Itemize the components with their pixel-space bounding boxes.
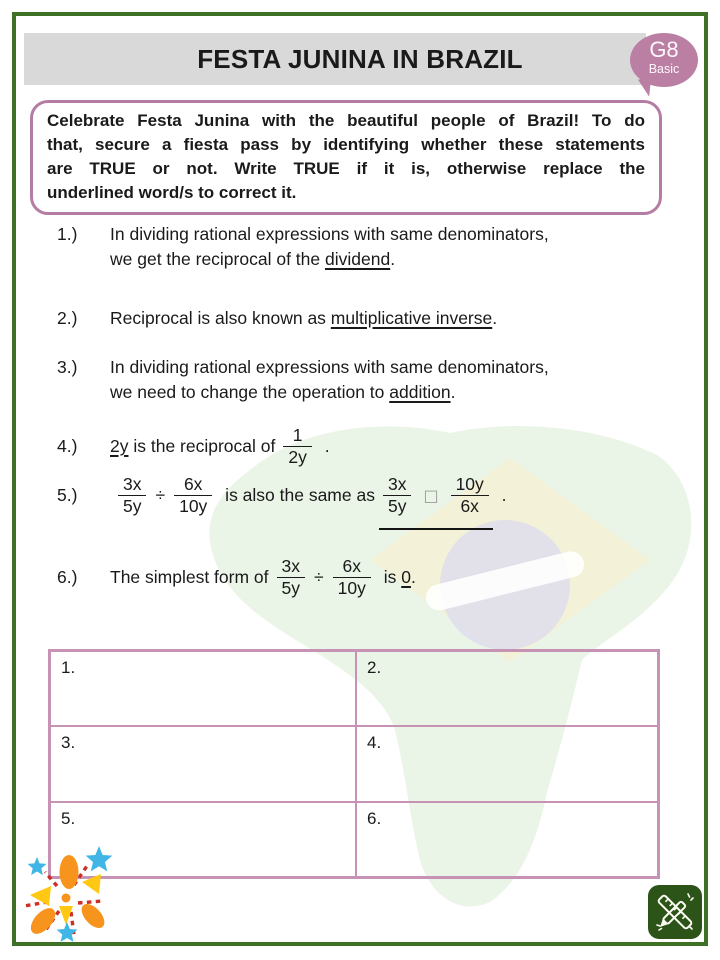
question-text: In dividing rational expressions with same denominators, we get the reciprocal of the dividend. [110, 224, 549, 269]
answer-cell-1: 1. [50, 651, 356, 726]
answer-table [48, 649, 660, 879]
question-number: 5.) [57, 485, 78, 505]
instruction-line: underlined word/s to correct it. [47, 183, 297, 202]
missing-glyph-box-icon: □ [423, 486, 439, 505]
fraction: $\frac{6x}{10y}$ [333, 556, 371, 599]
page-title: FESTA JUNINA IN BRAZIL [197, 44, 523, 74]
fireworks-burst-icon [14, 843, 114, 943]
question-4 [57, 425, 330, 468]
instruction-line: that, secure a fiesta pass by identifying whether these statements [47, 135, 645, 154]
division-operator: ÷ [314, 567, 324, 587]
badge-grade: G8 [649, 37, 679, 62]
speech-bubble-tail-icon [636, 79, 651, 96]
fraction: $\frac{6x}{10y}$ [174, 474, 212, 517]
question-text: In dividing rational expressions with same denominators, we need to change the operation to addition. [110, 357, 549, 402]
underlined-word: addition [389, 382, 451, 402]
question-number: 2.) [57, 308, 78, 328]
fraction: $\frac{3x}{5y}$ [118, 474, 146, 517]
fraction: $\frac{1}{2y}$ [283, 425, 311, 468]
question-6 [57, 556, 416, 599]
question-number: 4.) [57, 436, 78, 456]
question-text: 2y is the reciprocal of $\frac{1}{2y}$ . [110, 425, 330, 467]
underlined-word: dividend [324, 249, 391, 269]
fraction: $\frac{10y}{6x}$ [451, 474, 489, 517]
question-3 [57, 355, 549, 405]
answer-cell-4: 4. [356, 726, 658, 801]
question-number: 3.) [57, 357, 78, 377]
badge-level: Basic [648, 62, 680, 76]
division-operator: ÷ [155, 485, 166, 505]
question-text: The simplest form of $\frac{3x}{5y}$ ÷ $\frac{6x}{10y}$ is 0 . [110, 556, 416, 598]
answer-cell-2: 2. [356, 651, 658, 726]
answer-cell-6: 6. [356, 802, 658, 877]
underlined-word: 0 [401, 567, 411, 587]
question-text: Reciprocal is also known as multiplicative inverse. [110, 308, 498, 328]
fraction: $\frac{3x}{5y}$ [383, 474, 411, 517]
pencil-and-ruler-logo-icon [648, 885, 702, 939]
expression-with-blank [375, 474, 497, 517]
question-number: 1.) [57, 224, 78, 244]
question-5 [57, 474, 507, 517]
grade-badge [630, 33, 698, 87]
answer-cell-5: 5. [50, 802, 356, 877]
answer-cell-3: 3. [50, 726, 356, 801]
instruction-line: Celebrate Festa Junina with the beautiful people of Brazil! To do [47, 111, 645, 130]
question-number: 6.) [57, 567, 78, 587]
instruction-line: are TRUE or not. Write TRUE if it is, otherwise replace the [47, 159, 645, 178]
instruction-box [30, 100, 662, 215]
fraction: $\frac{3x}{5y}$ [277, 556, 305, 599]
underlined-word: multiplicative inverse [330, 308, 493, 328]
answer-blank-line [379, 528, 493, 530]
question-2 [57, 306, 497, 331]
question-1 [57, 222, 549, 272]
underlined-word: 2y [110, 436, 129, 456]
question-text: $\frac{3x}{5y}$ ÷ $\frac{6x}{10y}$ is also the same as $\frac{3x}{5y}$ □ $\frac{10y}{6x}$ . [110, 474, 507, 517]
